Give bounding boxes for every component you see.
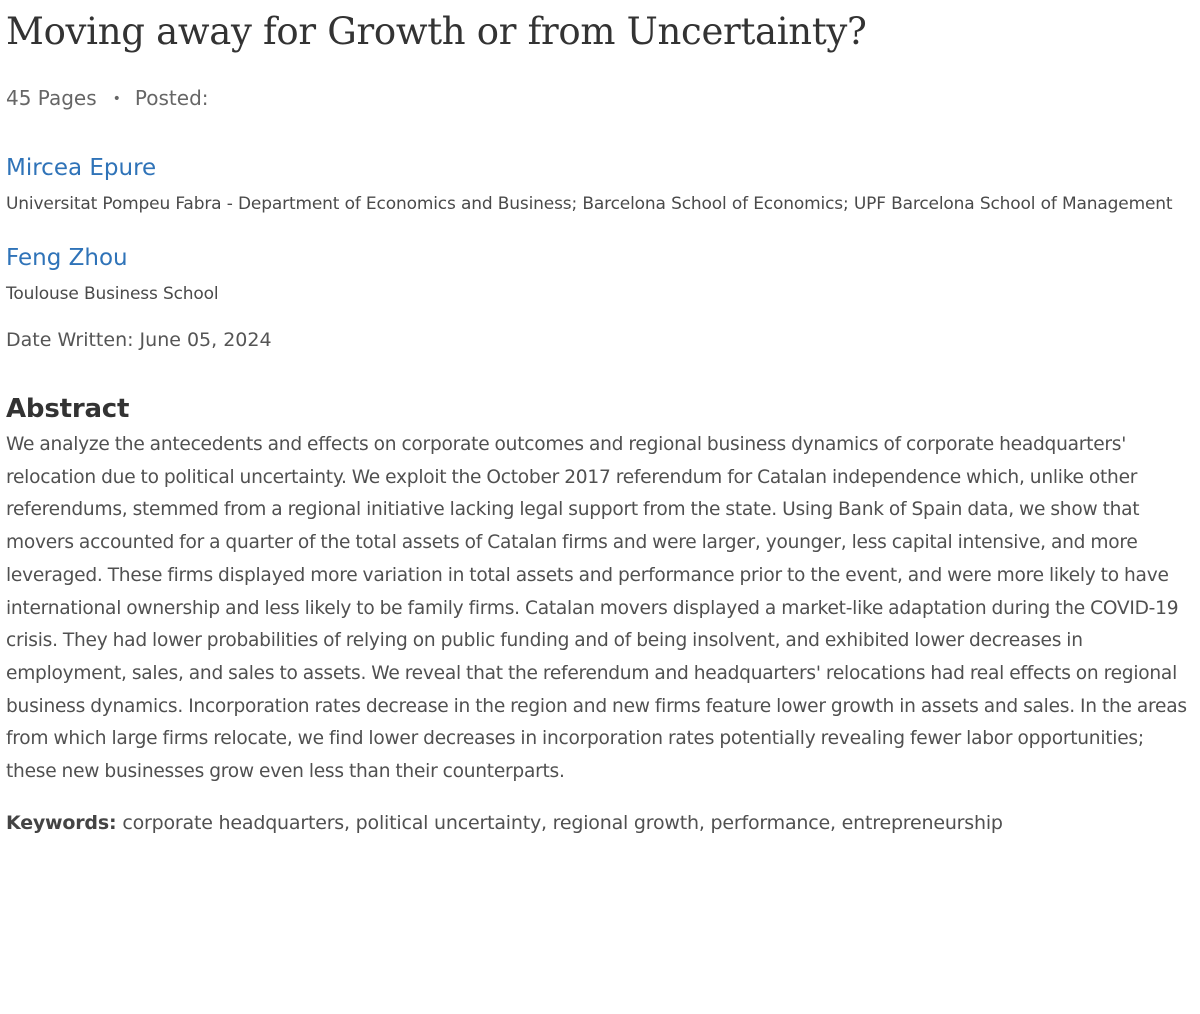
keywords-label: Keywords: <box>6 811 117 834</box>
posted-label: Posted: <box>134 86 209 110</box>
author-block <box>6 243 1196 309</box>
paper-meta <box>6 84 1196 113</box>
abstract-text: We analyze the antecedents and effects on corporate outcomes and regional business dynamics of corporate headquarters' relocation due to political uncertainty. We exploit the October 2017 referendum for Catalan independence which, unlike other referendums, stemmed from a regional initiative lacking legal support from the state. Using Bank of Spain data, we show that movers accounted for a quarter of the total assets of Catalan firms and were larger, younger, less capital intensive, and more leveraged. These firms displayed more variation in total assets and performance prior to the event, and were more likely to have international ownership and less likely to be family firms. Catalan movers displayed a market-like adaptation during the COVID-19 crisis. They had lower probabilities of relying on public funding and of being insolvent, and exhibited lower decreases in employment, sales, and sales to assets. We reveal that the referendum and headquarters' relocations had real effects on regional business dynamics. Incorporation rates decrease in the region and new firms feature lower growth in assets and sales. In the areas from which large firms relocate, we find lower decreases in incorporation rates potentially revealing fewer labor opportunities; these new businesses grow even less than their counterparts. <box>6 434 1187 783</box>
abstract-heading: Abstract <box>6 394 130 424</box>
page-title: Moving away for Growth or from Uncertainty? <box>6 10 867 53</box>
keywords-list: corporate headquarters, political uncertainty, regional growth, performance, entrepreneurship <box>122 811 1003 834</box>
page-count: 45 Pages <box>6 86 97 110</box>
author-link[interactable]: Mircea Epure <box>6 155 157 181</box>
author-link[interactable]: Feng Zhou <box>6 245 128 271</box>
paper-page <box>6 0 1196 839</box>
author-block <box>6 153 1196 219</box>
date-written: Date Written: June 05, 2024 <box>6 329 272 351</box>
meta-separator-dot: • <box>112 91 121 107</box>
author-affiliation: Toulouse Business School <box>6 284 219 304</box>
keywords-line <box>6 807 1196 839</box>
author-affiliation: Universitat Pompeu Fabra - Department of Economics and Business; Barcelona School of Economics; UPF Barcelona School of Management <box>6 194 1173 214</box>
